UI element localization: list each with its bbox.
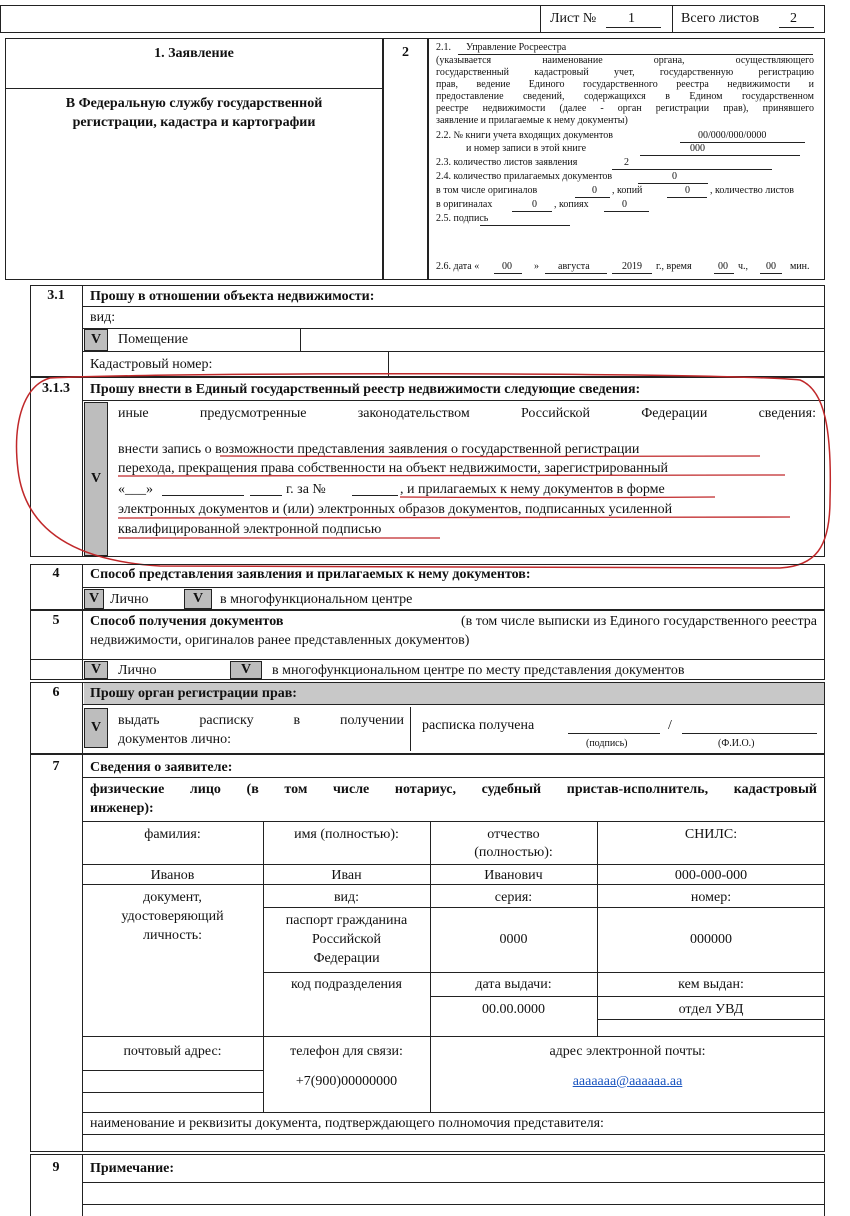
s7-subtitle-1: физические лицо (в том числе нотариус, судебный пристав-исполнитель, кадастровый xyxy=(90,782,817,797)
s5-number: 5 xyxy=(52,613,60,628)
sheet-label: Лист № xyxy=(550,11,597,26)
h-issued-by: кем выдан: xyxy=(678,977,744,992)
s313-line5: электронных документов и (или) электронных образов документов, подписанных усиленной xyxy=(118,502,673,517)
s2-l1-value: Управление Росреестра xyxy=(466,42,567,53)
date-day: 00 xyxy=(502,261,512,272)
s2-l1-label: 2.1. xyxy=(436,42,451,53)
s313-line3: перехода, прекращения права собственности на объект недвижимости, зарегистрированный xyxy=(118,461,669,476)
s5-title-line2: недвижимости, оригиналов ранее представленных документов) xyxy=(90,633,470,648)
sheet-number: 1 xyxy=(628,11,635,26)
s2-l3: государственный кадастровый учет, государственную регистрацию xyxy=(436,67,814,78)
doc-label-2: удостоверяющий xyxy=(121,909,224,924)
s4-number: 4 xyxy=(52,566,60,581)
s2-l4: прав, ведение Единого государственного реестра недвижимости и xyxy=(436,79,814,90)
in-copies-label: , копиях xyxy=(554,199,589,210)
h-patronymic-1: отчество xyxy=(487,827,540,842)
name-value: Иван xyxy=(331,868,362,883)
date-hour-suffix: ч., xyxy=(738,261,749,272)
s9-title: Примечание: xyxy=(90,1161,175,1176)
in-origs-value: 0 xyxy=(532,199,537,210)
s31-number: 3.1 xyxy=(47,288,65,303)
record-label: и номер записи в этой книге xyxy=(466,143,587,154)
h-name: имя (полностью): xyxy=(294,827,399,842)
date-year: 2019 xyxy=(622,261,642,272)
sheet-count-label: , количество листов xyxy=(710,185,794,196)
section2-number: 2 xyxy=(402,45,409,60)
s313-line4a: «___» xyxy=(118,482,153,497)
receipt-label: расписка получена xyxy=(422,718,535,733)
s313-line4b: г. за № xyxy=(286,482,326,497)
kind-value-2: Российской xyxy=(312,932,381,947)
docs-value: 0 xyxy=(672,171,677,182)
h-snils: СНИЛС: xyxy=(684,827,738,842)
series-value: 0000 xyxy=(499,932,528,947)
s5-title-bold: Способ получения документов xyxy=(90,614,284,629)
s313-number: 3.1.3 xyxy=(42,381,70,396)
recipient-line-1: В Федеральную службу государственной xyxy=(65,96,323,111)
date-quote: » xyxy=(534,261,539,272)
kind-label: вид: xyxy=(90,310,116,325)
h-surname: фамилия: xyxy=(144,827,201,842)
fio-caption: (Ф.И.О.) xyxy=(718,738,755,749)
book-value: 00/000/000/0000 xyxy=(698,130,767,141)
date-label: 2.6. дата « xyxy=(436,261,480,272)
doc-label-1: документ, xyxy=(143,890,202,905)
kind-value-1: паспорт гражданина xyxy=(285,913,408,928)
s6-text1: выдать расписку в получении xyxy=(118,713,404,728)
date-month: августа xyxy=(558,261,590,272)
issued-by-value: отдел УВД xyxy=(678,1002,744,1017)
kind-check[interactable]: V xyxy=(84,329,108,351)
h-kind: вид: xyxy=(333,890,360,905)
s313-line2: внести запись о возможности представления заявления о государственной регистрации xyxy=(118,442,640,457)
phone-value: +7(900)00000000 xyxy=(295,1074,398,1089)
kind-value: Помещение xyxy=(118,332,189,347)
s5-check-in-person[interactable]: V xyxy=(84,661,108,679)
s2-l5: предоставление сведений, содержащихся в Едином государственном xyxy=(436,91,814,102)
record-value: 000 xyxy=(690,143,705,154)
sheets-label: 2.3. количество листов заявления xyxy=(436,157,578,168)
s7-title: Сведения о заявителе: xyxy=(90,760,233,775)
patronymic-value: Иванович xyxy=(484,868,543,883)
in-origs-label: в оригиналах xyxy=(436,199,493,210)
h-postal: почтовый адрес: xyxy=(123,1044,222,1059)
s7-number: 7 xyxy=(52,759,60,774)
s313-line1: иные предусмотренные законодательством Российской Федерации сведения: xyxy=(118,406,816,421)
h-email: адрес электронной почты: xyxy=(549,1044,706,1059)
book-label: 2.2. № книги учета входящих документов xyxy=(436,130,613,141)
sheets-value: 2 xyxy=(624,157,629,168)
s2-l7: заявление и прилагаемые к нему документы) xyxy=(436,115,628,126)
s5-check-mfc[interactable]: V xyxy=(230,661,262,679)
sign-caption: (подпись) xyxy=(586,738,628,749)
s6-text2: документов лично: xyxy=(118,732,232,747)
copies-value: 0 xyxy=(685,185,690,196)
s313-line6: квалифицированной электронной подписью xyxy=(118,522,382,537)
total-sheets-label: Всего листов xyxy=(681,11,760,26)
origs-label: в том числе оригиналов xyxy=(436,185,538,196)
snils-value: 000-000-000 xyxy=(674,868,748,883)
s4-opt-mfc: в многофункциональном центре xyxy=(220,592,413,607)
origs-value: 0 xyxy=(592,185,597,196)
s2-l2: (указывается наименование органа, осуществляющего xyxy=(436,55,814,66)
s6-check[interactable]: V xyxy=(84,708,108,748)
s313-title: Прошу внести в Единый государственный реестр недвижимости следующие сведения: xyxy=(90,382,641,397)
s6-title: Прошу орган регистрации прав: xyxy=(90,686,297,701)
kind-value-3: Федерации xyxy=(313,951,380,966)
surname-value: Иванов xyxy=(150,868,195,883)
date-min: 00 xyxy=(766,261,776,272)
issue-date-value: 00.00.0000 xyxy=(482,1002,545,1017)
s6-number: 6 xyxy=(52,685,60,700)
number-value: 000000 xyxy=(690,932,732,947)
h-number: номер: xyxy=(690,890,732,905)
date-hour: 00 xyxy=(718,261,728,272)
date-min-suffix: мин. xyxy=(790,261,810,272)
recipient-line-2: регистрации, кадастра и картографии xyxy=(72,115,316,130)
copies-label: , копий xyxy=(612,185,643,196)
h-dept-code: код подразделения xyxy=(291,977,402,992)
total-sheets-value: 2 xyxy=(790,11,797,26)
email-value[interactable] xyxy=(430,1073,825,1090)
cadastral-label: Кадастровый номер: xyxy=(90,357,213,372)
email-link[interactable]: aaaaaaa@aaaaaa.aa xyxy=(572,1074,683,1089)
receipt-slash: / xyxy=(668,718,672,733)
s5-title-rest: (в том числе выписки из Единого государственного реестра xyxy=(460,614,817,629)
s313-line4c: , и прилагаемых к нему документов в форме xyxy=(400,482,665,497)
s2-l6: реестре недвижимости (далее - орган регистрации прав), принявшего xyxy=(436,103,814,114)
application-title: 1. Заявление xyxy=(154,46,234,61)
h-issue-date: дата выдачи: xyxy=(475,977,552,992)
s5-title xyxy=(90,613,817,630)
s31-title: Прошу в отношении объекта недвижимости: xyxy=(90,289,375,304)
in-copies-value: 0 xyxy=(622,199,627,210)
s4-check-in-person[interactable]: V xyxy=(84,589,104,609)
h-phone: телефон для связи: xyxy=(290,1044,403,1059)
s313-check[interactable]: V xyxy=(84,402,108,556)
signature-label: 2.5. подпись xyxy=(436,213,489,224)
s4-check-mfc[interactable]: V xyxy=(184,589,212,609)
h-series: серия: xyxy=(494,890,533,905)
s5-opt-in-person: Лично xyxy=(118,663,157,678)
h-patronymic-2: (полностью): xyxy=(474,845,553,860)
date-year-suffix: г., время xyxy=(656,261,692,272)
s7-subtitle-2: инженер): xyxy=(90,801,154,816)
s4-title: Способ представления заявления и прилагаемых к нему документов: xyxy=(90,567,531,582)
docs-label: 2.4. количество прилагаемых документов xyxy=(436,171,613,182)
doc-label-3: личность: xyxy=(143,928,202,943)
s5-opt-mfc: в многофункциональном центре по месту представления документов xyxy=(272,663,685,678)
s4-opt-in-person: Лично xyxy=(110,592,149,607)
rep-doc-label: наименование и реквизиты документа, подтверждающего полномочия представителя: xyxy=(90,1116,604,1131)
s9-number: 9 xyxy=(52,1160,60,1175)
